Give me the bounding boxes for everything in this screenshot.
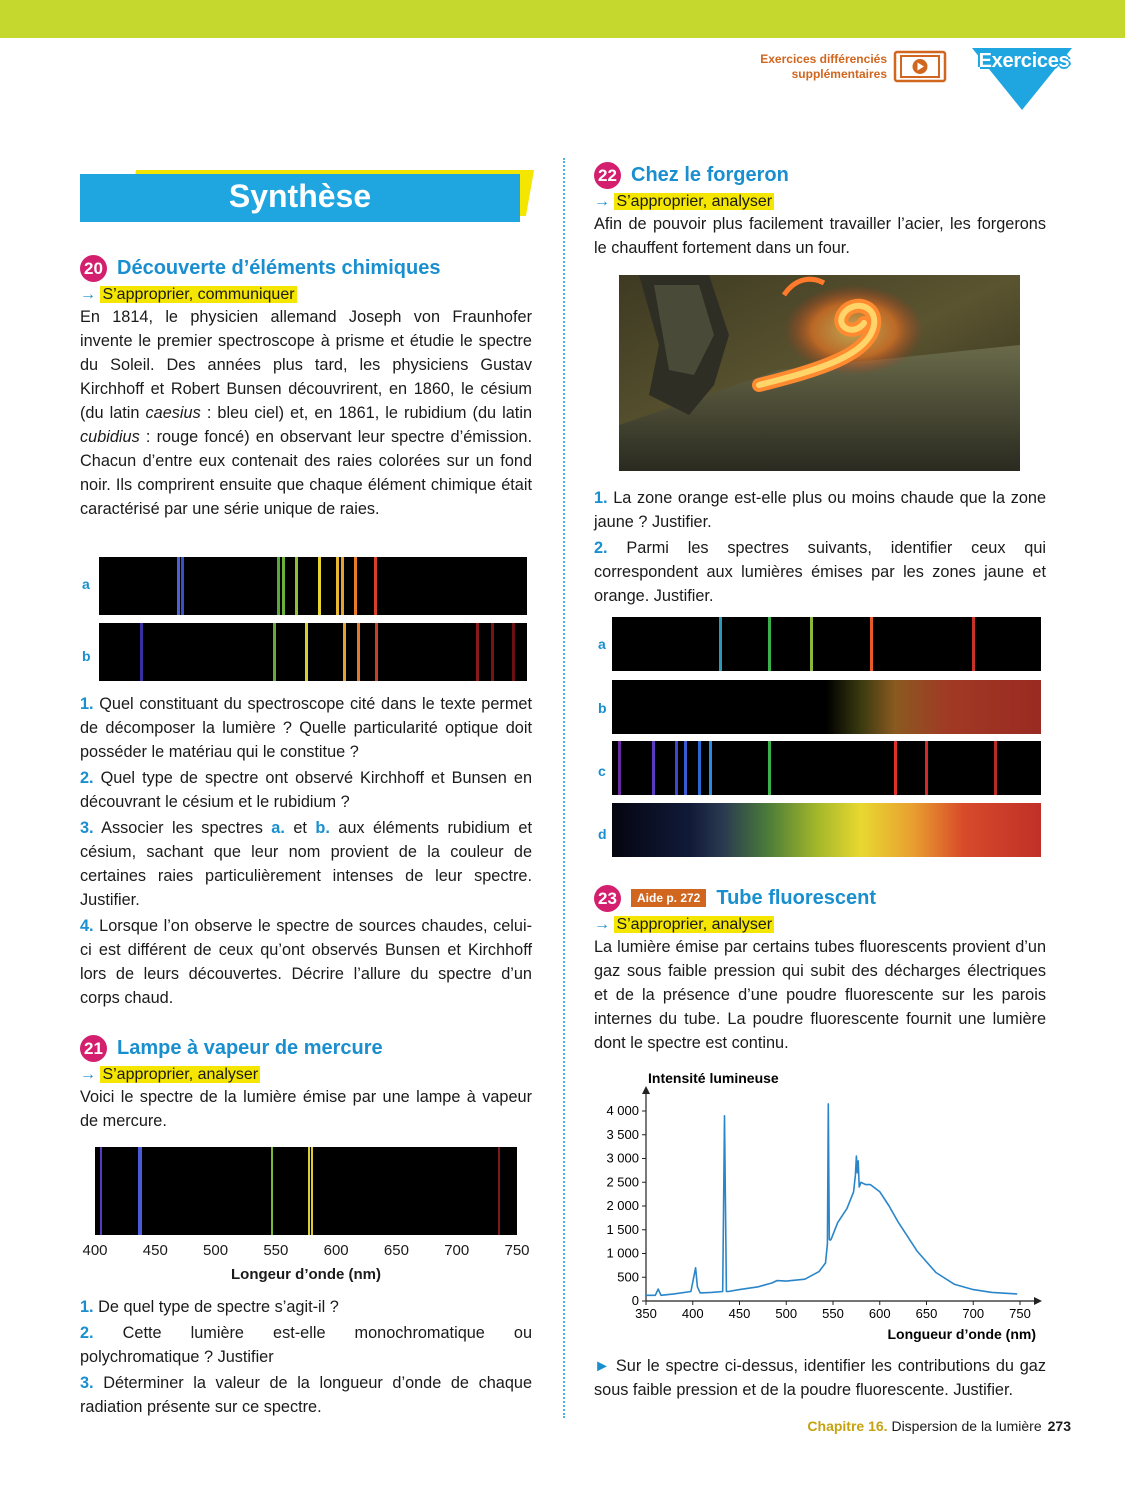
spectrum-line <box>972 617 975 671</box>
spectrum-line <box>341 557 344 615</box>
spectrum-line <box>181 557 184 615</box>
exercise-intro: Afin de pouvoir plus facilement travailler l’acier, les forgerons le chauffent fortement dans un four. <box>594 215 1046 257</box>
spectrum-line <box>138 1147 142 1235</box>
spectrum-line <box>652 741 655 795</box>
spectrum-line <box>894 741 897 795</box>
exercise-title: Lampe à vapeur de mercure <box>117 1036 383 1059</box>
exercise-title: Chez le forgeron <box>631 163 789 186</box>
section-tab-label: Exercices <box>978 50 1070 72</box>
axis-tick-label: 650 <box>383 1242 409 1259</box>
question-4: 4. Lorsque l’on observe le spectre de sources chaudes, celui-ci est différent de ceux qu’ont observés Bunsen et Kirchhoff lors de leurs découvertes. Décrire l’allure du spectre d’un corps chaud. <box>80 917 532 1007</box>
spectrum-line <box>354 557 357 615</box>
exercise-number: 22 <box>594 162 621 189</box>
skill-tag <box>594 915 774 935</box>
spectrum-line <box>675 741 678 795</box>
spectrum-line <box>318 557 321 615</box>
spectrum-label-d: d <box>598 826 607 842</box>
x-tick-label: 700 <box>962 1306 985 1321</box>
spectrum-a <box>612 617 1041 671</box>
spectrum-line <box>282 557 285 615</box>
skill-label: S’approprier, analyser <box>102 1066 259 1083</box>
spectrum-label-c: c <box>598 763 606 779</box>
spectrum-line <box>925 741 928 795</box>
exercise-intro: Voici le spectre de la lumière émise par une lampe à vapeur de mercure. <box>80 1088 532 1130</box>
y-axis-arrow <box>642 1086 650 1094</box>
spectrum-c <box>612 741 1041 795</box>
x-tick-label: 600 <box>868 1306 891 1321</box>
arrow-icon: → <box>80 1066 96 1083</box>
x-tick-label: 650 <box>915 1306 938 1321</box>
spectrum-line <box>357 623 360 681</box>
y-tick-label: 3 000 <box>606 1150 639 1166</box>
spectrum-line <box>512 623 515 681</box>
exercise-21-questions <box>80 1293 532 1419</box>
x-tick-label: 400 <box>681 1306 704 1321</box>
exercise-23-question <box>594 1352 1046 1402</box>
skill-tag <box>80 1065 260 1085</box>
spectrum-line <box>870 617 873 671</box>
spectrum-a <box>99 557 527 615</box>
spectrum-line <box>311 1147 313 1235</box>
y-tick-label: 2 500 <box>606 1174 639 1190</box>
skill-tag <box>594 192 774 212</box>
exercise-intro: La lumière émise par certains tubes fluorescents provient d’un gaz sous faible pression qui subit des décharges électriques et de la présence d’une poudre fluorescente sur les parois internes du tube. La poudre fluorescente fournit une lumière dont le spectre est continu. <box>594 938 1046 1052</box>
exercise-title: Découverte d’éléments chimiques <box>117 256 441 279</box>
spectrum-line <box>100 1147 102 1235</box>
fluorescent-chart <box>590 1064 1050 1346</box>
mercury-axis-label: Longeur d’onde (nm) <box>231 1266 381 1283</box>
spectrum-label-a: a <box>598 636 606 652</box>
exercise-20 <box>80 255 532 521</box>
extra-exercises-link[interactable] <box>760 52 887 82</box>
spectrum-line <box>336 557 339 615</box>
spectrum-line <box>375 623 378 681</box>
y-tick-label: 3 500 <box>606 1126 639 1142</box>
spectrum-line <box>994 741 997 795</box>
skill-label: S’approprier, analyser <box>616 193 773 210</box>
question-2: 2. Cette lumière est-elle monochromatique ou polychromatique ? Justifier <box>80 1324 532 1366</box>
forge-photo <box>619 275 1020 471</box>
spectrum-line <box>273 623 276 681</box>
y-tick-label: 0 <box>631 1293 639 1308</box>
spectrum-line <box>476 623 479 681</box>
exercise-22-questions <box>594 484 1046 608</box>
spectrum-line <box>271 1147 273 1235</box>
chart-x-label: Longueur d’onde (nm) <box>887 1326 1036 1342</box>
x-tick-label: 500 <box>775 1306 798 1321</box>
page-footer: Chapitre 16. Dispersion de la lumière 273 <box>807 1418 1071 1434</box>
spectrum-line <box>810 617 813 671</box>
chart-series <box>646 1104 1017 1295</box>
arrow-icon: → <box>594 193 610 210</box>
spectrum-label-b: b <box>598 700 607 716</box>
x-axis-arrow <box>1034 1297 1042 1305</box>
arrow-icon: → <box>80 286 96 303</box>
skill-label: S’approprier, analyser <box>616 916 773 933</box>
axis-tick-label: 400 <box>82 1242 108 1259</box>
axis-tick-label: 750 <box>504 1242 530 1259</box>
question-3: 3. Déterminer la valeur de la longueur d’onde de chaque radiation présente sur ce spectre. <box>80 1374 532 1416</box>
spectrum-label-b: b <box>82 648 91 664</box>
exercise-20-questions <box>80 690 532 1010</box>
skill-tag <box>80 285 297 305</box>
spectrum-line <box>374 557 377 615</box>
spectrum-line <box>698 741 701 795</box>
synthese-title: Synthèse <box>228 178 372 214</box>
axis-tick-label: 550 <box>263 1242 289 1259</box>
question-3: 3. Associer les spectres a. et b. aux éléments rubidium et césium, sachant que leur nom provient de la couleur de certaines raies particulièrement intenses de leur spectre. Justifier. <box>80 819 532 909</box>
spectrum-line <box>768 741 771 795</box>
axis-tick-label: 600 <box>323 1242 349 1259</box>
spectrum-b <box>99 623 527 681</box>
spectrum-label-a: a <box>82 576 90 592</box>
axis-tick-label: 700 <box>444 1242 470 1259</box>
spectrum-line <box>498 1147 500 1235</box>
y-tick-label: 2 000 <box>606 1198 639 1213</box>
extra-exercises-line2: supplémentaires <box>791 67 887 81</box>
axis-tick-label: 500 <box>203 1242 229 1259</box>
spectrum-line <box>295 557 298 615</box>
x-tick-label: 750 <box>1009 1306 1031 1321</box>
spectrum-line <box>618 741 621 795</box>
y-tick-label: 1 500 <box>606 1221 639 1237</box>
x-tick-label: 550 <box>822 1306 844 1321</box>
question-2: 2. Quel type de spectre ont observé Kirchhoff et Bunsen en découvrant le césium et le rubidium ? <box>80 769 533 811</box>
spectrum-line <box>768 617 771 671</box>
series-line <box>646 1104 1017 1295</box>
spectrum-line <box>719 617 722 671</box>
spectrum-b <box>612 680 1041 734</box>
extra-exercises-line1: Exercices différenciés <box>760 52 887 66</box>
exercise-21 <box>80 1035 532 1133</box>
question-bullet: ► Sur le spectre ci-dessus, identifier les contributions du gaz sous faible pression et de la poudre fluorescente. Justifier. <box>594 1357 1046 1399</box>
video-icon[interactable] <box>893 50 947 83</box>
exercise-intro: En 1814, le physicien allemand Joseph von Fraunhofer invente le premier spectroscope à prisme et étudie le spectre du Soleil. Des années plus tard, les physiciens Gustav Kirchhoff et Robert Bunsen découvrirent, en 1860, le césium (du latin caesius : bleu ciel) et, en 1861, le rubidium (du latin cubidius : rouge foncé) en observant leur spectre d’émission. Chacun d’entre eux contenait des raies colorées sur un fond noir. Ils comprirent ensuite que chaque élément chimique était caractérisé par une série unique de raies. <box>80 308 532 518</box>
spectrum-line <box>343 623 346 681</box>
exercise-number: 23 <box>594 885 621 912</box>
y-tick-label: 500 <box>617 1269 639 1285</box>
x-tick-label: 450 <box>728 1306 751 1321</box>
spectrum-line <box>140 623 143 681</box>
chart-y-label: Intensité lumineuse <box>648 1070 779 1086</box>
spectrum-line <box>305 623 308 681</box>
synthese-banner <box>80 170 530 222</box>
exercise-23 <box>594 885 1046 1055</box>
spectrum-d <box>612 803 1041 857</box>
spectrum-line <box>684 741 687 795</box>
exercise-22 <box>594 162 1046 260</box>
question-2: 2. Parmi les spectres suivants, identifier ceux qui correspondent aux lumières émises par les zones jaune et orange. Justifier. <box>594 539 1046 605</box>
spectrum-line <box>491 623 494 681</box>
question-1: 1. De quel type de spectre s’agit-il ? <box>80 1298 339 1316</box>
spectrum-line <box>277 557 280 615</box>
arrow-icon: → <box>594 916 610 933</box>
x-tick-label: 350 <box>635 1306 657 1321</box>
exercise-number: 21 <box>80 1035 107 1062</box>
exercise-number: 20 <box>80 255 107 282</box>
axis-tick-label: 450 <box>142 1242 168 1259</box>
top-accent-bar <box>0 0 1125 38</box>
column-divider <box>563 158 565 1418</box>
y-tick-label: 1 000 <box>606 1245 639 1261</box>
exercise-title: Tube fluorescent <box>716 886 877 909</box>
spectrum-line <box>709 741 712 795</box>
chart-axes <box>642 1086 1042 1305</box>
skill-label: S’approprier, communiquer <box>102 286 295 303</box>
mercury-spectrum <box>95 1147 517 1235</box>
y-tick-label: 4 000 <box>606 1103 639 1118</box>
help-badge[interactable]: Aide p. 272 <box>631 889 706 907</box>
question-1: 1. Quel constituant du spectroscope cité dans le texte permet de décomposer la lumière ? Quelle particularité optique doit posséder le matériau qui le constitue ? <box>80 695 532 761</box>
question-1: 1. La zone orange est-elle plus ou moins chaude que la zone jaune ? Justifier. <box>594 489 1046 531</box>
spectrum-line <box>177 557 180 615</box>
